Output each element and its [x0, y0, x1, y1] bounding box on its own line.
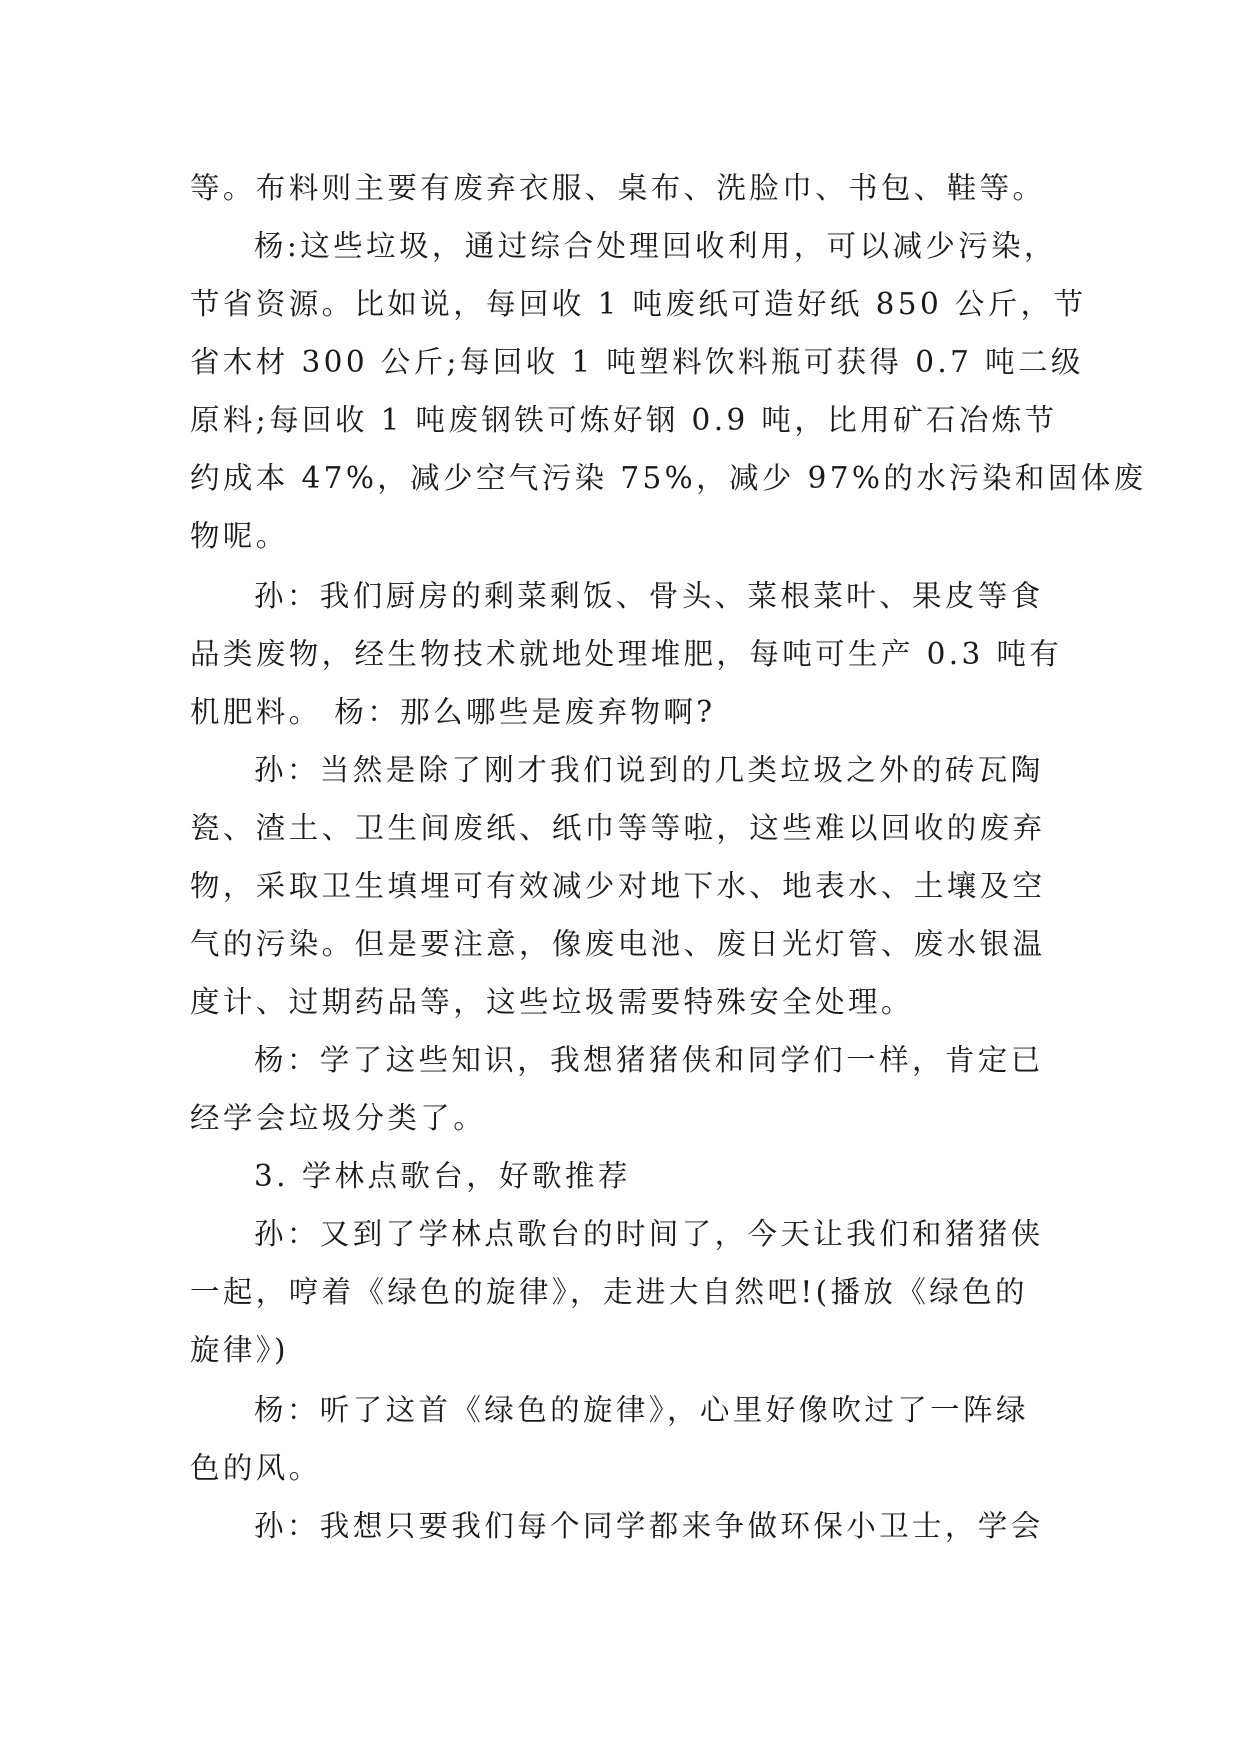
text-line: 等。布料则主要有废弃衣服、桌布、洗脸巾、书包、鞋等。 — [190, 171, 1046, 205]
text-line: 机肥料。 杨：那么哪些是废弃物啊? — [190, 695, 716, 729]
text-line: 一起，哼着《绿色的旋律》，走进大自然吧!(播放《绿色的 — [190, 1275, 1028, 1309]
text-line: 气的污染。但是要注意，像废电池、废日光灯管、废水银温 — [190, 927, 1046, 961]
text-line: 色的风。 — [190, 1451, 322, 1485]
text-line: 孙：我们厨房的剩菜剩饭、骨头、菜根菜叶、果皮等食 — [254, 579, 1044, 613]
text-line: 旋律》) — [190, 1333, 289, 1367]
text-line: 节省资源。比如说，每回收 1 吨废纸可造好纸 850 公斤，节 — [190, 287, 1087, 321]
text-line: 度计、过期药品等，这些垃圾需要特殊安全处理。 — [190, 985, 914, 1019]
text-line: 孙：又到了学林点歌台的时间了，今天让我们和猪猪侠 — [254, 1217, 1044, 1251]
section-heading: 3. 学林点歌台，好歌推荐 — [254, 1159, 631, 1193]
text-line: 瓷、渣土、卫生间废纸、纸巾等等啦，这些难以回收的废弃 — [190, 811, 1046, 845]
text-line: 杨：学了这些知识，我想猪猪侠和同学们一样，肯定已 — [254, 1043, 1044, 1077]
text-line: 经学会垃圾分类了。 — [190, 1101, 487, 1135]
text-line: 杨:这些垃圾，通过综合处理回收利用，可以减少污染， — [254, 229, 1057, 263]
text-line: 物呢。 — [190, 519, 289, 553]
text-line: 省木材 300 公斤;每回收 1 吨塑料饮料瓶可获得 0.7 吨二级 — [190, 345, 1084, 379]
text-line: 原料;每回收 1 吨废钢铁可炼好钢 0.9 吨，比用矿石冶炼节 — [190, 403, 1058, 437]
text-line: 孙：我想只要我们每个同学都来争做环保小卫士，学会 — [254, 1509, 1044, 1543]
text-line: 孙：当然是除了刚才我们说到的几类垃圾之外的砖瓦陶 — [254, 753, 1044, 787]
text-line: 约成本 47%，减少空气污染 75%，减少 97%的水污染和固体废 — [190, 461, 1147, 495]
text-line: 物，采取卫生填埋可有效减少对地下水、地表水、土壤及空 — [190, 869, 1046, 903]
text-line: 品类废物，经生物技术就地处理堆肥，每吨可生产 0.3 吨有 — [190, 637, 1063, 671]
text-line: 杨：听了这首《绿色的旋律》，心里好像吹过了一阵绿 — [254, 1393, 1029, 1427]
